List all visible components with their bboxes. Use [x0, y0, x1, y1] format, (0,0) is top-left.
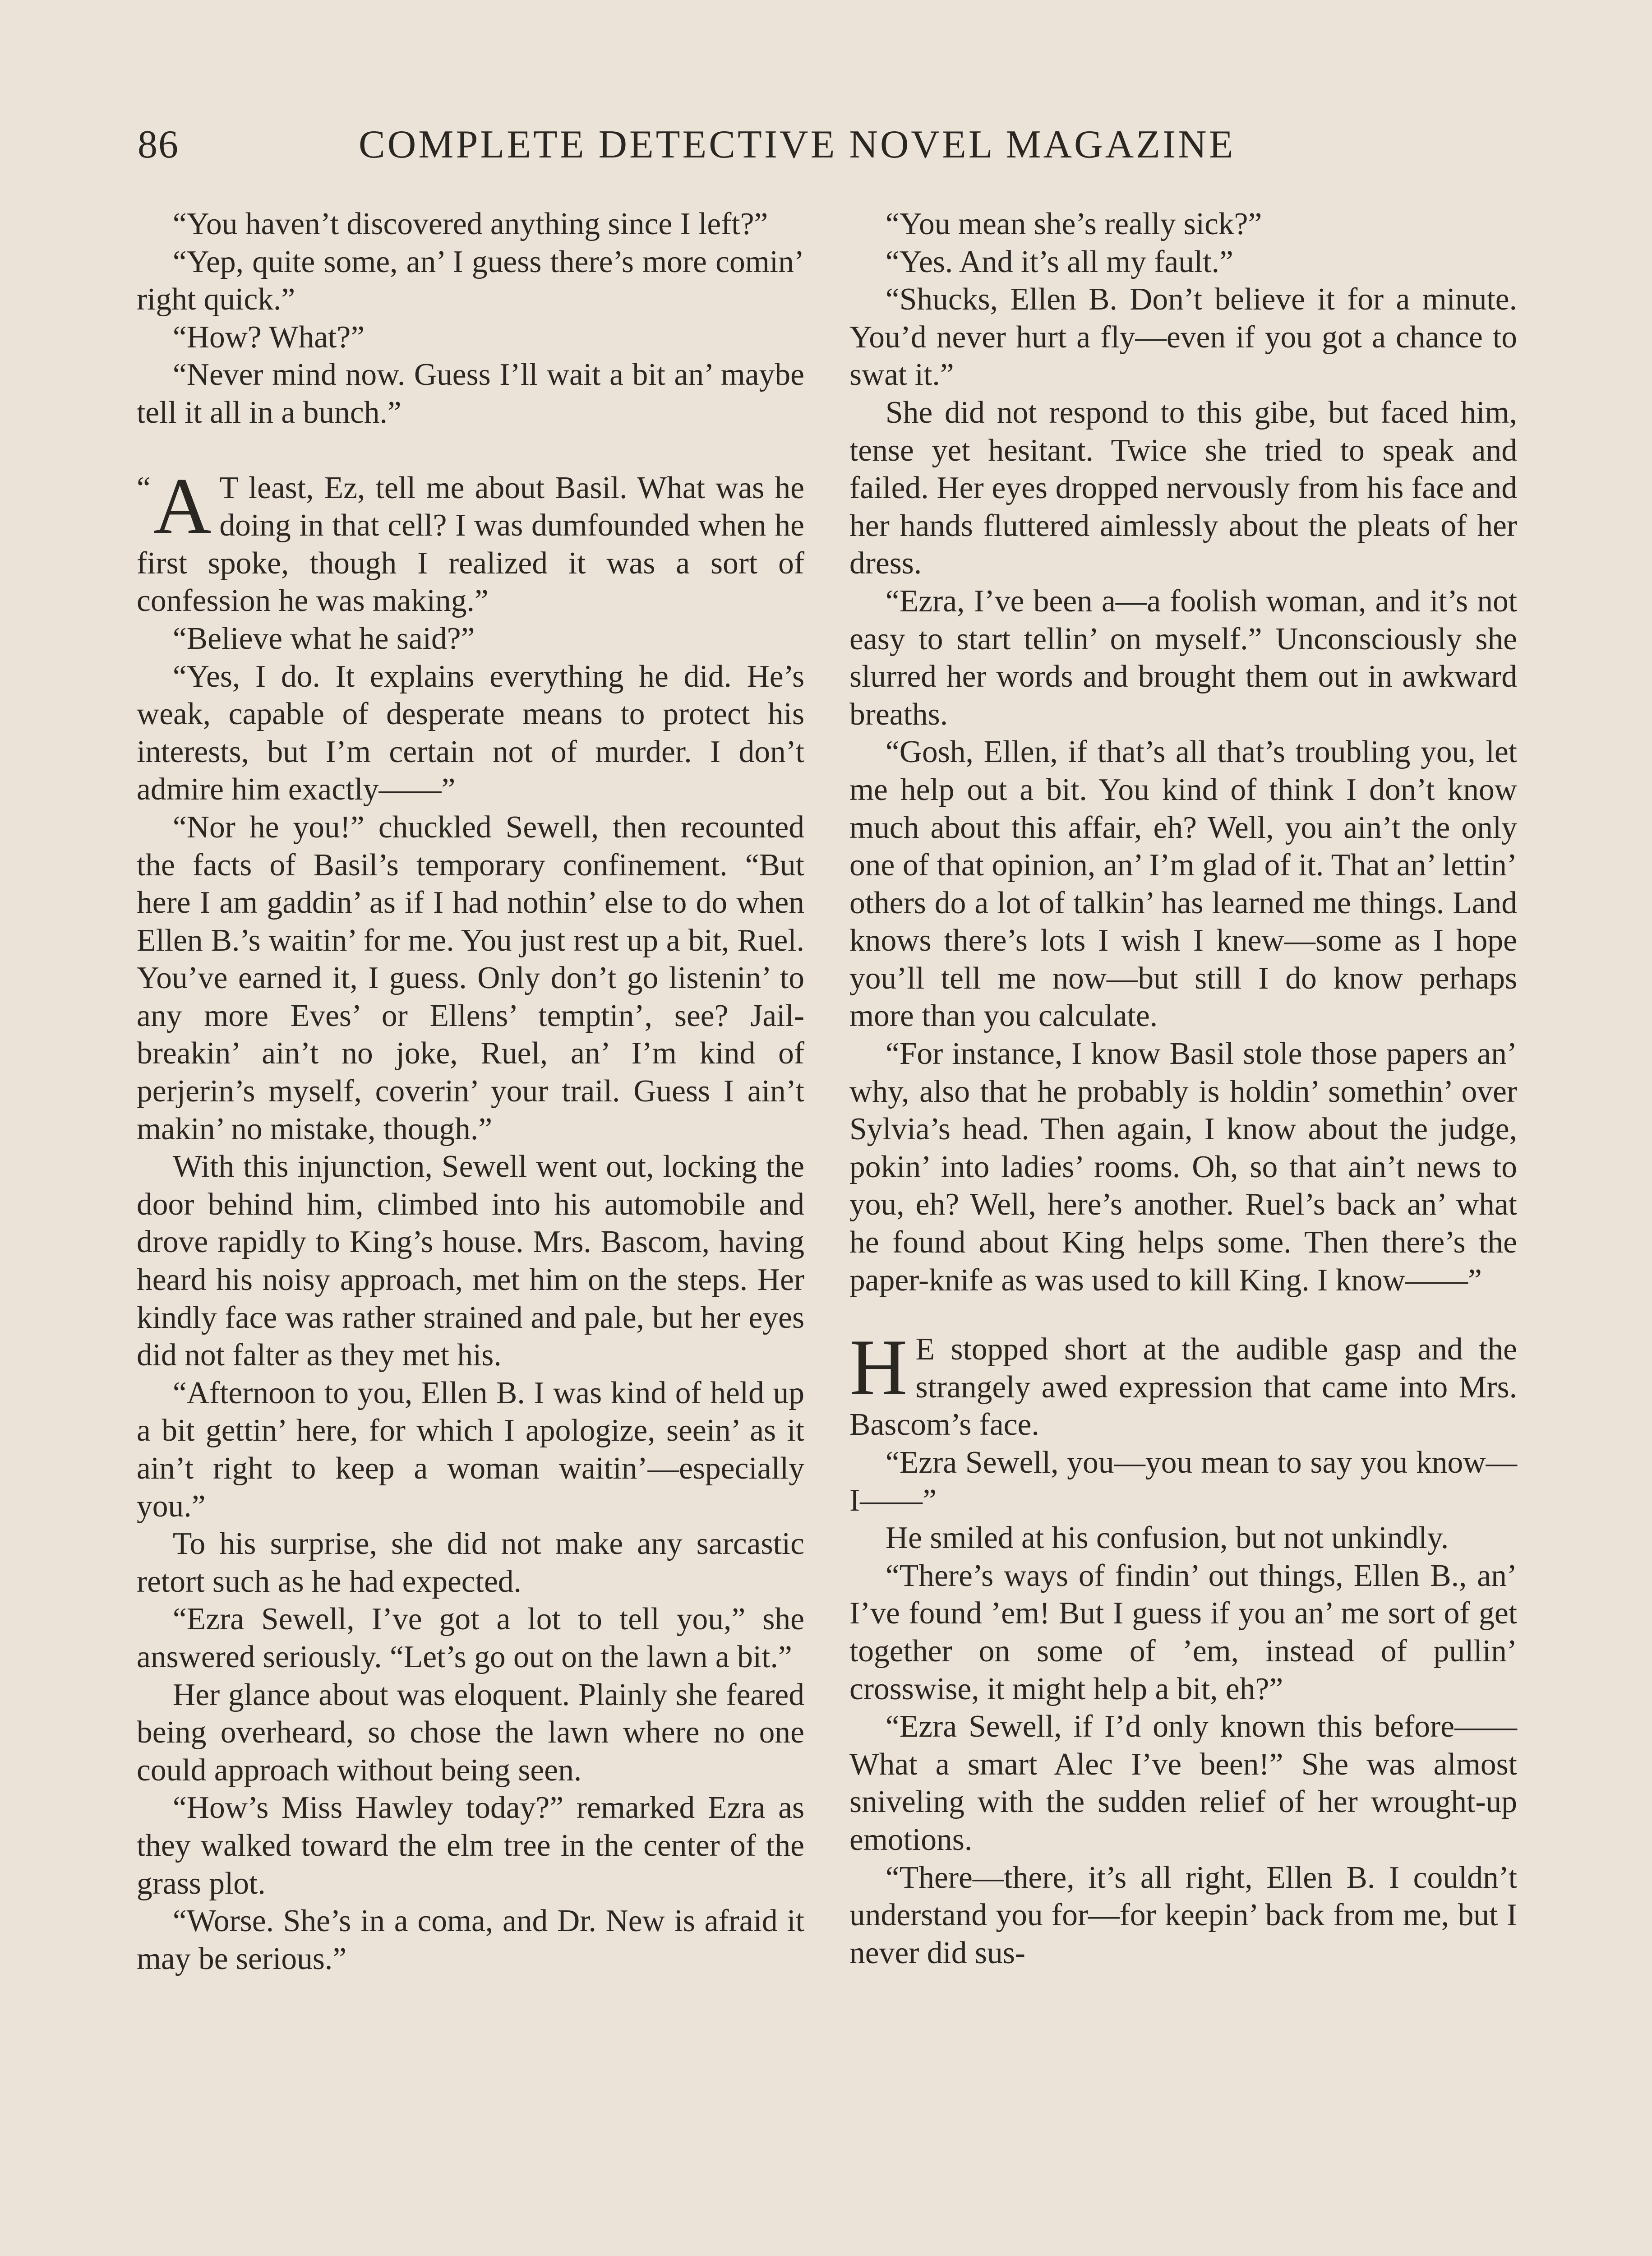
paragraph: “Yes, I do. It explains everything he did. He’s weak, capable of desperate means to protect his interests, but I’m certain not of murder. I don’t admire him exactly——” [137, 659, 804, 807]
paragraph: “You haven’t discovered anything since I left?” [172, 207, 768, 241]
paragraph: “Believe what he said?” [172, 621, 475, 656]
opening-quote-mark: “ [137, 470, 151, 505]
paragraph: “How? What?” [172, 319, 365, 355]
paragraph: “Ezra Sewell, you—you mean to say you know—I——” [849, 1445, 1517, 1518]
section-opening-paragraph [849, 1322, 1517, 1444]
paragraph: “Gosh, Ellen, if that’s all that’s troubling you, let me help out a bit. You kind of think I don’t know much about this affair, eh? Well, you ain’t the only one of that opinion, an’ I’m glad of it. That an’ lettin’ others do a lot of talkin’ has learned me things. Land knows there’s lots I wish I knew—some as I hope you’ll tell me now—but still I do know perhaps more than you calculate. [849, 735, 1517, 1034]
paragraph: Her glance about was eloquent. Plainly she feared being overheard, so chose the lawn where no one could approach without being seen. [137, 1677, 804, 1788]
paragraph: He smiled at his confusion, but not unkindly. [885, 1521, 1449, 1556]
page-header [138, 122, 1545, 171]
paragraph: “Nor he you!” chuckled Sewell, then recounted the facts of Basil’s temporary confinement. “But here I am gaddin’ as if I had nothin’ else to do when Ellen B.’s waitin’ for me. You just rest up a bit, Ruel. You’ve earned it, I guess. Only don’t go listenin’ to any more Eves’ or Ellens’ temptin’, see? Jail-breakin’ ain’t no joke, Ruel, an’ I’m kind of perjerin’s myself, coverin’ your trail. Guess I ain’t makin’ no mistake, though.” [137, 809, 804, 1146]
section-break [849, 1299, 1517, 1331]
paragraph: “Yep, quite some, an’ I guess there’s more comin’ right quick.” [137, 244, 804, 317]
paragraph: “Never mind now. Guess I’ll wait a bit an’ maybe tell it all in a bunch.” [137, 357, 804, 430]
section-opening-paragraph [137, 461, 804, 620]
paragraph-text: E stopped short at the audible gasp and the strangely awed expression that came into Mrs. Bascom’s face. [849, 1332, 1517, 1442]
paragraph: “Shucks, Ellen B. Don’t believe it for a minute. You’d never hurt a fly—even if you got a chance to swat it.” [849, 282, 1517, 393]
paragraph: “How’s Miss Hawley today?” remarked Ezra as they walked toward the elm tree in the center of the grass plot. [137, 1790, 804, 1901]
page-number: 86 [138, 123, 179, 166]
paragraph: “Yes. And it’s all my fault.” [885, 244, 1233, 279]
paragraph: “Afternoon to you, Ellen B. I was kind of held up a bit gettin’ here, for which I apologize, seein’ as it ain’t right to keep a woman waitin’—especially you.” [137, 1375, 804, 1524]
paragraph-text: T least, Ez, tell me about Basil. What was he doing in that cell? I was dumfounded when he first spoke, though I realized it was a sort of confession he was making.” [137, 470, 804, 619]
paragraph: “For instance, I know Basil stole those papers an’ why, also that he probably is holdin’ somethin’ over Sylvia’s head. Then again, I know about the judge, pokin’ into ladies’ rooms. Oh, so that ain’t news to you, eh? Well, here’s another. Ruel’s back an’ what he found about King helps some. Then there’s the paper-knife as was used to kill King. I know——” [849, 1036, 1517, 1298]
paragraph: With this injunction, Sewell went out, locking the door behind him, climbed into his automobile and drove rapidly to King’s house. Mrs. Bascom, having heard his noisy approach, met him on the steps. Her kindly face was rather strained and pale, but her eyes did not falter as they met his. [137, 1149, 804, 1373]
drop-cap: A [153, 461, 212, 550]
right-column [849, 205, 1517, 1972]
paragraph: “Ezra, I’ve been a—a foolish woman, and it’s not easy to start tellin’ on myself.” Unconsciously she slurred her words and brought them out in awkward breaths. [849, 583, 1517, 732]
paragraph: “Ezra Sewell, I’ve got a lot to tell you,” she answered seriously. “Let’s go out on the lawn a bit.” [137, 1602, 804, 1674]
paragraph: “There—there, it’s all right, Ellen B. I couldn’t understand you for—for keepin’ back from me, but I never did sus- [849, 1860, 1517, 1970]
paragraph: “Ezra Sewell, if I’d only known this before—— What a smart Alec I’ve been!” She was almost sniveling with the sudden relief of her wrought-up emotions. [849, 1709, 1517, 1857]
paragraph: “You mean she’s really sick?” [885, 207, 1262, 241]
paragraph: She did not respond to this gibe, but faced him, tense yet hesitant. Twice she tried to speak and failed. Her eyes dropped nervously from his face and her hands fluttered aimlessly about the pleats of her dress. [849, 395, 1517, 581]
left-column [137, 205, 804, 1978]
paragraph: To his surprise, she did not make any sarcastic retort such as he had expected. [137, 1526, 804, 1599]
magazine-title: COMPLETE DETECTIVE NOVEL MAGAZINE [359, 123, 1236, 166]
paragraph: “Worse. She’s in a coma, and Dr. New is afraid it may be serious.” [137, 1904, 804, 1976]
paragraph: “There’s ways of findin’ out things, Ellen B., an’ I’ve found ’em! But I guess if you an’ me sort of get together on some of ’em, instead of pullin’ crosswise, it might help a bit, eh?” [849, 1558, 1517, 1706]
section-break [137, 432, 804, 469]
drop-cap: H [849, 1322, 908, 1412]
